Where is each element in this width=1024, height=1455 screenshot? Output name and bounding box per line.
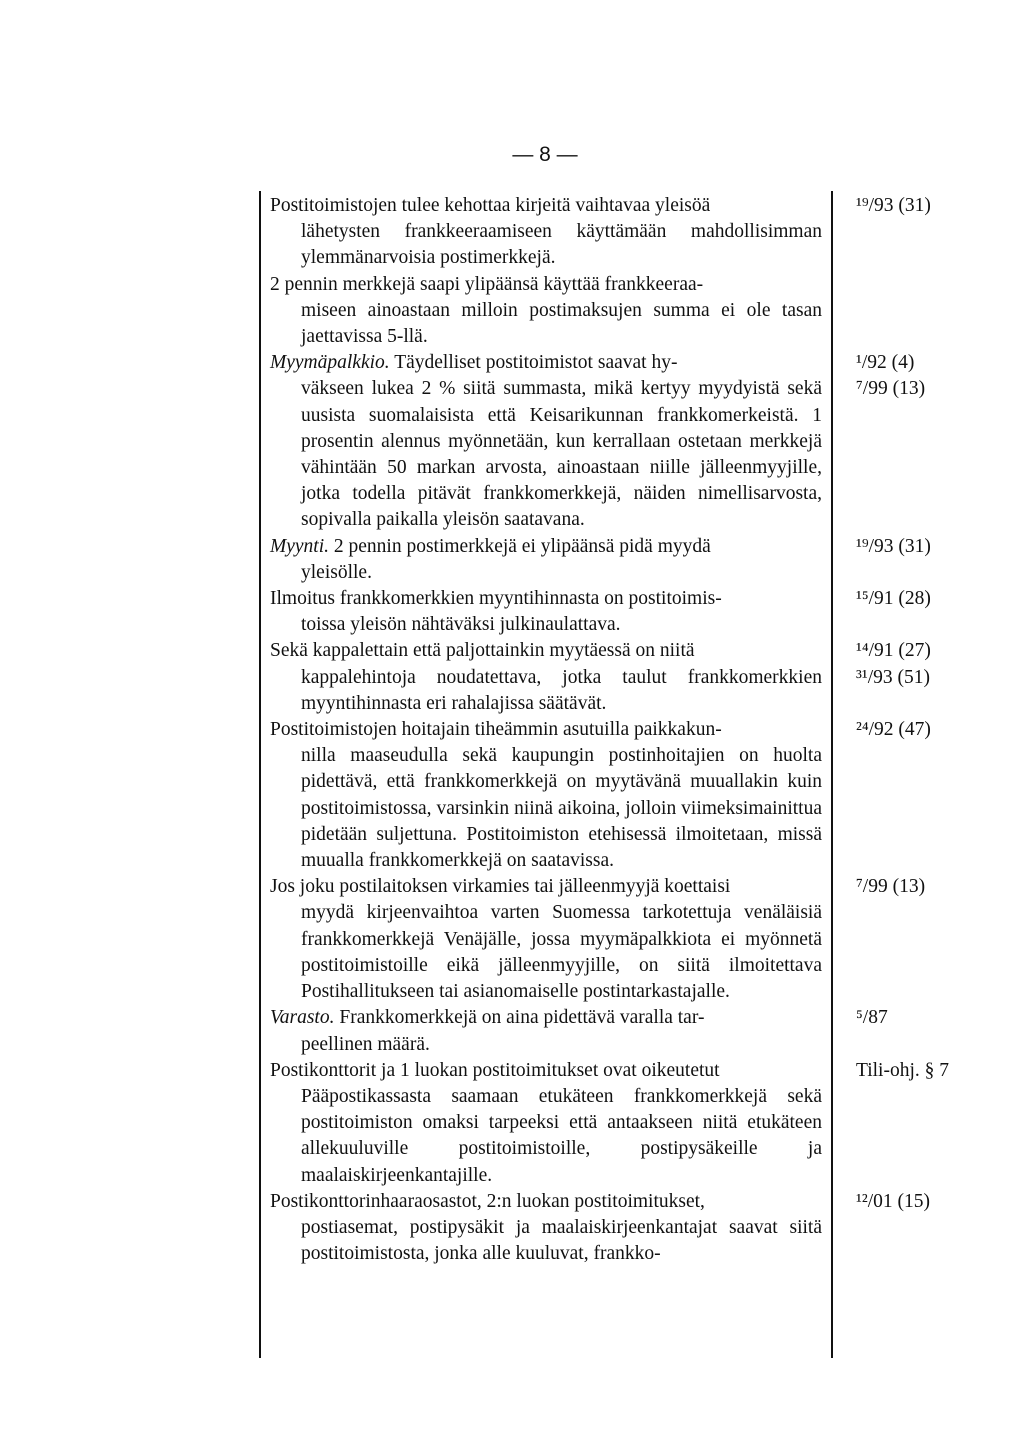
entry-first-line (270, 638, 822, 664)
section-heading: Varasto. (270, 1007, 335, 1029)
regulation-entry (270, 350, 1024, 533)
first-line-text: 2 pennin merkkejä saapi ylipäänsä käyttää frankkeeraa- (270, 273, 704, 295)
decree-reference: ¹⁹/93 (31) (856, 535, 931, 557)
entry-text (270, 272, 822, 351)
entry-text (270, 1005, 822, 1057)
first-line-text: 2 pennin postimerkkejä ei ylipäänsä pidä myydä (329, 535, 711, 557)
entry-first-line (270, 874, 822, 900)
decree-reference: ⁷/99 (13) (856, 378, 926, 400)
regulation-entry (270, 193, 1024, 272)
decree-reference: ¹⁹/93 (31) (856, 195, 931, 216)
first-line-text: Ilmoitus frankkomerkkien myyntihinnasta on postitoimis- (270, 588, 722, 610)
entry-first-line (270, 1005, 822, 1031)
decree-reference: ¹/92 (4) (856, 352, 915, 374)
entry-continuation: lähetysten frankkeeraamiseen käyttämään mahdollisimman ylemmänarvoisia postimerkkejä. (301, 221, 822, 269)
entry-references (856, 638, 1016, 717)
first-line-text: Frankkomerkkejä on aina pidettävä varalla tar- (334, 1007, 705, 1029)
entry-continuation: kappalehintoja noudatettava, jotka taulut frankkomerkkien myyntihinnasta eri rahalajissa säätävät. (301, 666, 822, 714)
entry-first-line (270, 272, 822, 298)
regulation-entry (270, 874, 1024, 1005)
entry-continuation: peellinen määrä. (301, 1033, 430, 1055)
entry-text (270, 717, 822, 874)
first-line-text: Postitoimistojen tulee kehottaa kirjeitä vaihtavaa yleisöä (270, 195, 711, 216)
entry-references (856, 193, 1016, 272)
decree-reference: Tili-ohj. § 7 (856, 1059, 950, 1081)
entry-references (856, 534, 1016, 586)
regulation-entry (270, 586, 1024, 638)
entry-first-line (270, 586, 822, 612)
entry-first-line (270, 193, 822, 219)
entry-continuation: yleisölle. (301, 561, 372, 583)
entry-references (856, 1005, 1016, 1057)
entry-continuation: myydä kirjeenvaihtoa varten Suomessa tarkotettuja venäläisiä frankkomerkkejä Venäjälle, jossa myymäpalkkiota ei myönnetä postitoimistoille eikä jälleenmyyjille, on siitä ilmoitettava Postihallitukseen tai asianomaiselle postintarkastajalle. (301, 902, 822, 1003)
decree-reference: ¹⁴/91 (27) (856, 640, 931, 662)
entry-continuation: nilla maaseudulla sekä kaupungin postinhoitajien on huolta pidettävä, että frankkomerkkejä on myytävänä muuallakin kuin postitoimistossa, varsinkin niinä aikoina, jolloin viimeksimainittua pidetään suljettuna. Postitoimiston etehisessä ilmoitetaan, missä muualla frankkomerkkejä on saatavissa. (301, 745, 822, 872)
entry-text (270, 1058, 822, 1189)
entry-first-line (270, 1189, 822, 1215)
entry-continuation: väkseen lukea 2 % siitä summasta, mikä kertyy myydyistä sekä uusista suomalaisista että Keisarikunnan frankkomerkeistä. 1 prosentin alennus myönnetään, kun kerrallaan ostetaan merkkejä vähintään 50 markan arvosta, ainoastaan niille jälleenmyyjille, jotka todella pitävät frankkomerkkejä, näiden nimellisarvosta, sopivalla paikalla yleisön saatavana. (301, 378, 822, 531)
decree-reference: ⁷/99 (13) (856, 876, 926, 898)
entry-continuation: Pääpostikassasta saamaan etukäteen frankkomerkkejä sekä postitoimiston omaksi tarpeeksi että antaakseen niitä etukäteen allekuuluville postitoimistoille, postipysäkeille ja maalaiskirjeenkantajille. (301, 1085, 822, 1186)
entry-text (270, 874, 822, 1005)
regulation-entry (270, 1189, 1024, 1268)
decree-reference: ³¹/93 (51) (856, 666, 930, 688)
decree-reference: ⁵/87 (856, 1007, 888, 1029)
first-line-text: Postikonttorit ja 1 luokan postitoimitukset ovat oikeutetut (270, 1059, 720, 1081)
decree-reference: ¹²/01 (15) (856, 1190, 930, 1212)
entry-text (270, 193, 822, 272)
regulation-entry (270, 1005, 1024, 1057)
entry-first-line (270, 534, 822, 560)
entry-continuation: miseen ainoastaan milloin postimaksujen summa ei ole tasan jaettavissa 5-llä. (301, 299, 822, 348)
regulation-entry (270, 638, 1024, 717)
left-margin-rule (259, 191, 261, 1358)
entry-continuation: postiasemat, postipysäkit ja maalaiskirjeenkantajat saavat siitä postitoimistosta, jonka alle kuuluvat, frankko- (301, 1216, 822, 1265)
decree-reference: ²⁴/92 (47) (856, 719, 931, 741)
entry-text (270, 586, 822, 638)
first-line-text: Jos joku postilaitoksen virkamies tai jälleenmyyjä koettaisi (270, 876, 731, 898)
entry-references (856, 1189, 1016, 1268)
entry-references (856, 272, 1016, 351)
regulation-entry (270, 717, 1024, 874)
section-heading: Myynti. (270, 535, 330, 557)
regulation-entry (270, 1058, 1024, 1189)
decree-reference: ¹⁵/91 (28) (856, 588, 931, 610)
entry-references (856, 586, 1016, 638)
section-heading: Myymäpalkkio. (270, 352, 390, 374)
first-line-text: Postikonttorinhaaraosastot, 2:n luokan postitoimitukset, (270, 1190, 705, 1212)
entry-continuation: toissa yleisön nähtäväksi julkinaulattava. (301, 614, 621, 636)
entry-references (856, 1058, 1016, 1189)
entry-first-line (270, 1058, 822, 1084)
regulation-entries (270, 193, 1024, 1267)
first-line-text: Täydelliset postitoimistot saavat hy- (389, 352, 678, 374)
page-number: — 8 — (512, 143, 578, 166)
entry-text (270, 350, 822, 533)
entry-text (270, 534, 822, 586)
entry-references (856, 874, 1016, 1005)
entry-first-line (270, 350, 822, 376)
entry-references (856, 350, 1016, 533)
regulation-entry (270, 272, 1024, 351)
first-line-text: Sekä kappalettain että paljottainkin myytäessä on niitä (270, 640, 695, 662)
regulation-entry (270, 534, 1024, 586)
entry-text (270, 1189, 822, 1268)
entry-first-line (270, 717, 822, 743)
first-line-text: Postitoimistojen hoitajain tiheämmin asutuilla paikkakun- (270, 719, 722, 741)
entry-text (270, 638, 822, 717)
entry-references (856, 717, 1016, 874)
